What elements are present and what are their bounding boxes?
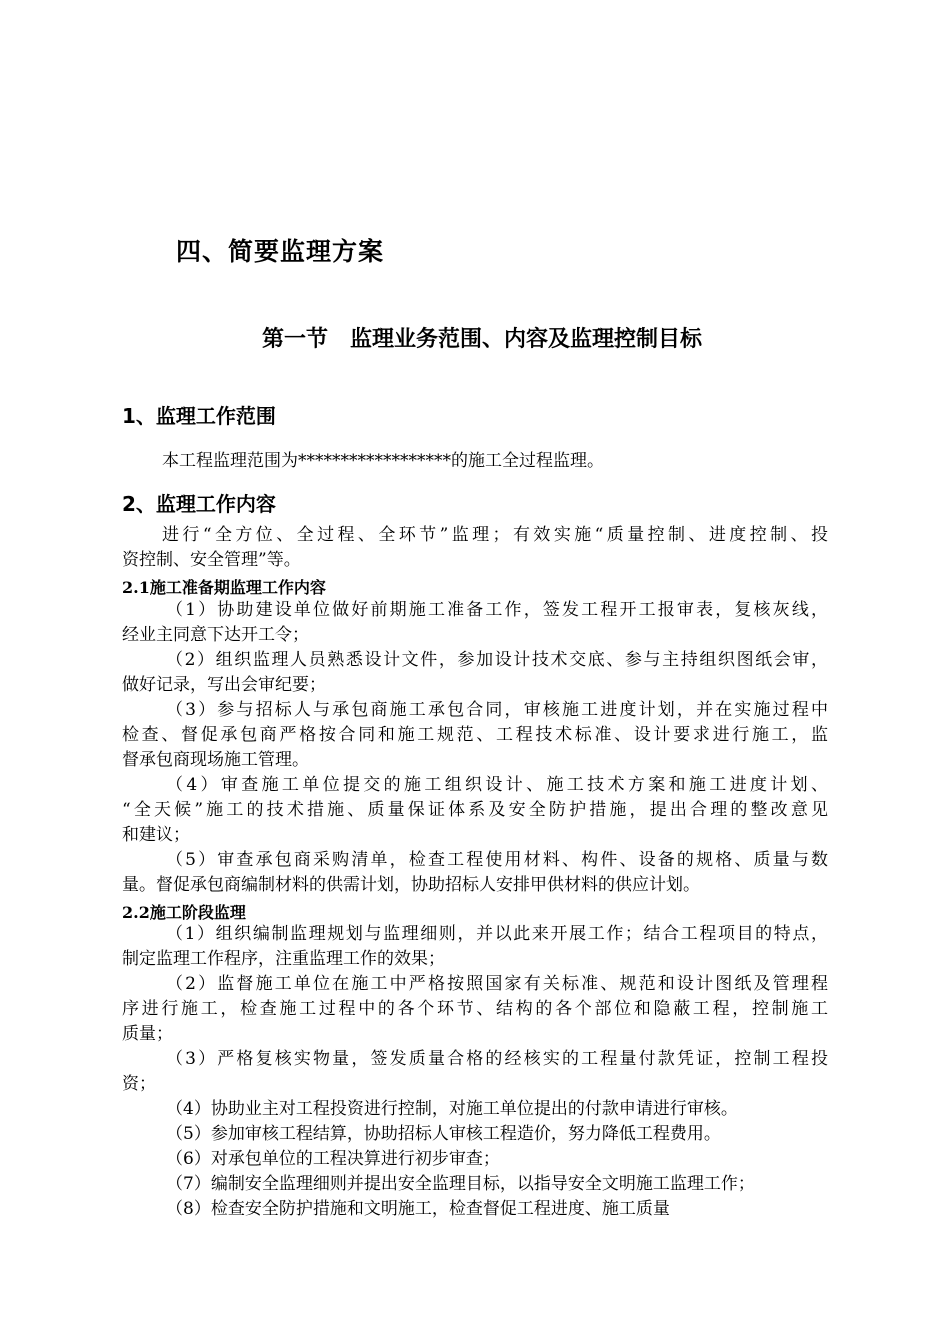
list-item-line: 和建议； <box>122 825 190 845</box>
list-item-line: （2）监督施工单位在施工中严格按照国家有关标准、规范和设计图纸及管理程 <box>166 974 828 994</box>
list-item-line: （4）审查施工单位提交的施工组织设计、施工技术方案和施工进度计划、 <box>166 775 828 795</box>
main-title: 四、简要监理方案 <box>176 237 385 266</box>
list-item-line: （4）协助业主对工程投资进行控制，对施工单位提出的付款申请进行审核。 <box>166 1099 738 1119</box>
list-item-line: 资； <box>122 1074 156 1094</box>
construction-phase-list <box>122 922 828 1222</box>
content-intro-paragraph <box>122 523 828 573</box>
paragraph-line: 进行“全方位、全过程、全环节”监理；有效实施“质量控制、进度控制、投 <box>162 525 828 545</box>
list-item-line: （5）参加审核工程结算，协助招标人审核工程造价，努力降低工程费用。 <box>166 1124 721 1144</box>
list-item-line: 序进行施工，检查施工过程中的各个环节、结构的各个部位和隐蔽工程，控制施工 <box>122 999 828 1019</box>
list-item-line: 质量； <box>122 1024 173 1044</box>
list-item-line: （2）组织监理人员熟悉设计文件，参加设计技术交底、参与主持组织图纸会审， <box>166 650 828 670</box>
heading-scope: 1、监理工作范围 <box>122 404 276 428</box>
list-item-line: （3）参与招标人与承包商施工承包合同，审核施工进度计划，并在实施过程中 <box>166 700 828 720</box>
list-item-line: （5）审查承包商采购清单，检查工程使用材料、构件、设备的规格、质量与数 <box>166 850 828 870</box>
list-item-line: （8）检查安全防护措施和文明施工，检查督促工程进度、施工质量 <box>166 1199 670 1219</box>
list-item-line: （6）对承包单位的工程决算进行初步审查； <box>166 1149 500 1169</box>
list-item-line: 量。督促承包商编制材料的供需计划，协助招标人安排甲供材料的供应计划。 <box>122 875 700 895</box>
list-item-line: 督承包商现场施工管理。 <box>122 750 309 770</box>
list-item-line: （1）组织编制监理规划与监理细则，并以此来开展工作；结合工程项目的特点， <box>166 924 828 944</box>
list-item-line: （7）编制安全监理细则并提出安全监理目标，以指导安全文明施工监理工作； <box>166 1174 755 1194</box>
list-item-line: 检查、督促承包商严格按合同和施工规范、工程技术标准、设计要求进行施工，监 <box>122 725 828 745</box>
list-item-line: 经业主同意下达开工令； <box>122 625 309 645</box>
heading-content: 2、监理工作内容 <box>122 492 276 516</box>
list-item-line: （3）严格复核实物量，签发质量合格的经核实的工程量付款凭证，控制工程投 <box>166 1049 828 1069</box>
paragraph-line: 资控制、安全管理”等。 <box>122 550 301 570</box>
heading-construction-phase: 2.2施工阶段监理 <box>122 903 246 922</box>
list-item-line: 做好记录，写出会审纪要； <box>122 675 326 695</box>
scope-paragraph <box>122 449 828 474</box>
section-title: 第一节 监理业务范围、内容及监理控制目标 <box>261 327 702 352</box>
list-item-line: 制定监理工作程序，注重监理工作的效果； <box>122 949 445 969</box>
list-item-line: “全天候”施工的技术措施、质量保证体系及安全防护措施，提出合理的整改意见 <box>122 800 828 820</box>
list-item-line: （1）协助建设单位做好前期施工准备工作，签发工程开工报审表，复核灰线， <box>166 600 828 620</box>
heading-prep-phase: 2.1施工准备期监理工作内容 <box>122 578 326 597</box>
paragraph-line: 本工程监理范围为******************的施工全过程监理。 <box>162 451 604 471</box>
prep-phase-list <box>122 598 828 898</box>
